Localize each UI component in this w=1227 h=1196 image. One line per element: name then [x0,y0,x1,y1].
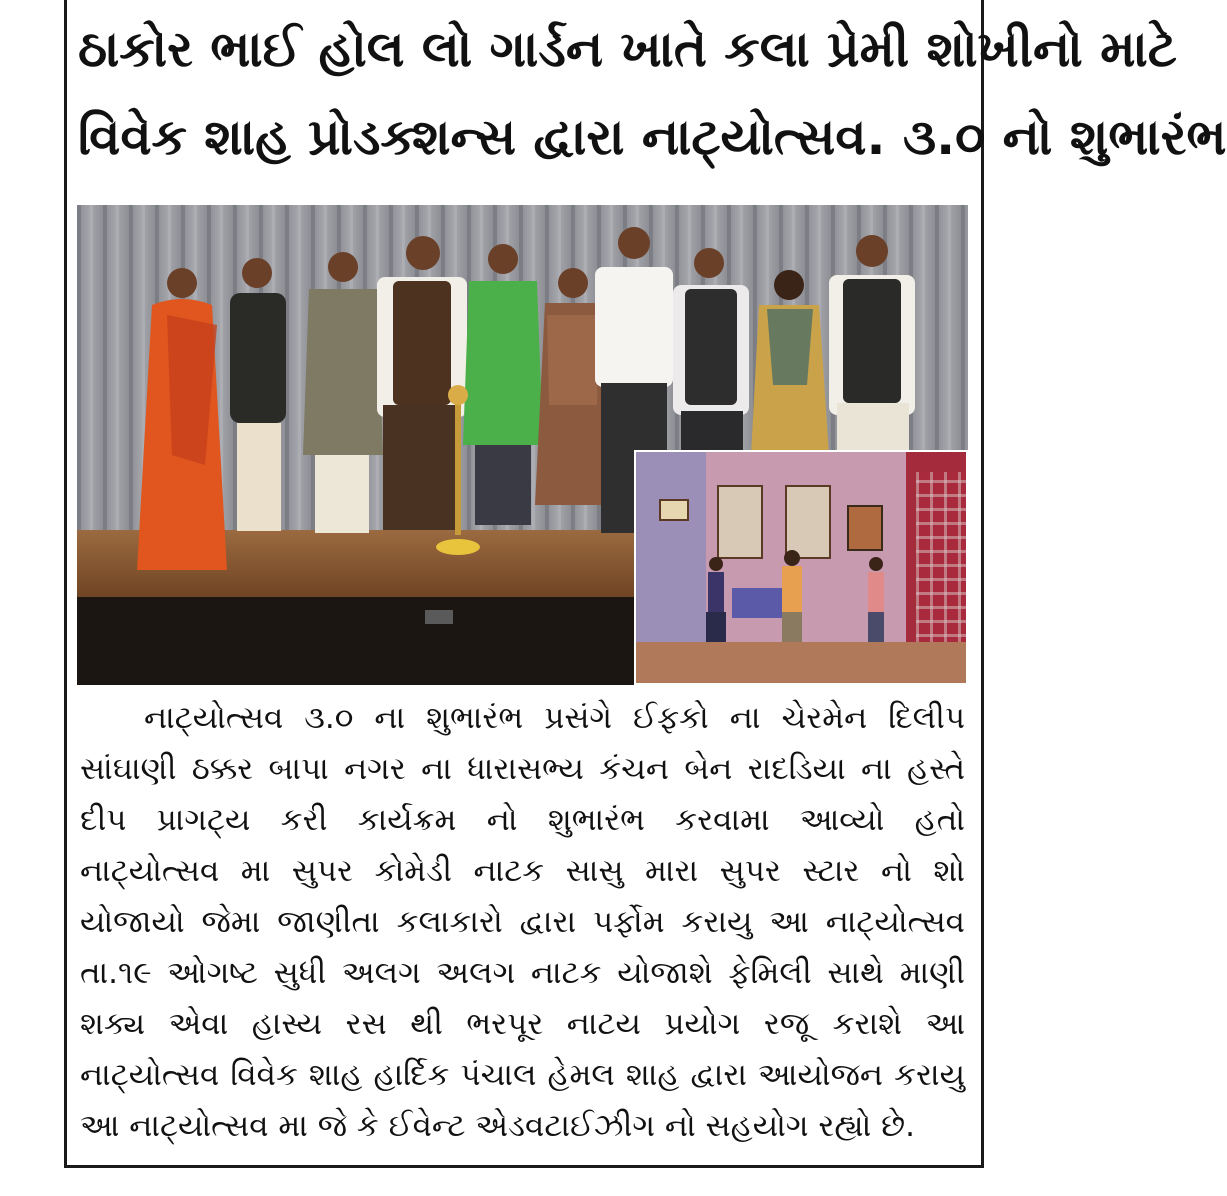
article-line: શક્ય એવા હાસ્ય રસ થી ભરપૂર નાટય પ્રયોગ રજૂ કરાશે આ [80,1006,965,1042]
article-line: નાટ્યોત્સવ ૩.૦ ના શુભારંભ પ્રસંગે ઈફકો ના ચેરમેન દિલીપ [144,700,965,736]
article-line: નાટ્યોત્સવ મા સુપર કોમેડી નાટક સાસુ મારા સુપર સ્ટાર નો શો [80,853,965,889]
article-body [80,693,965,1152]
article-line: આ નાટ્યોત્સવ મા જે કે ઈવેન્ટ એડવટાઈઝીગ નો સહયોગ રહ્યો છે. [80,1108,915,1144]
article-line: યોજાયો જેમા જાણીતા કલાકારો દ્વારા પર્ફોમ કરાયુ આ નાટ્યોત્સવ [80,904,965,940]
article-line: તા.૧૯ ઓગષ્ટ સુધી અલગ અલગ નાટક યોજાશે ફેમિલી સાથે માણી [80,955,965,991]
stage-play-performance [634,450,968,685]
article-line: દીપ પ્રાગટ્ય કરી કાર્યક્રમ નો શુભારંભ કરવામા આવ્યો હતો [80,802,965,838]
headline-line-1: ઠાકોર ભાઈ હોલ લો ગાર્ડન ખાતે કલા પ્રેમી શોખીનો માટે [78,20,1177,78]
headline-line-2: વિવેક શાહ પ્રોડક્શન્સ દ્વારા નાટ્યોત્સવ. ૩.૦ નો શુભારંભ [78,108,1227,166]
article-line: નાટ્યોત્સવ વિવેક શાહ હાર્દિક પંચાલ હેમલ શાહ દ્વારા આયોજન કરાયુ [80,1057,965,1093]
article-line: સાંઘાણી ઠક્કર બાપા નગર ના ધારાસભ્ય કંચન બેન રાદડિયા ના હસ્તે [80,751,965,787]
